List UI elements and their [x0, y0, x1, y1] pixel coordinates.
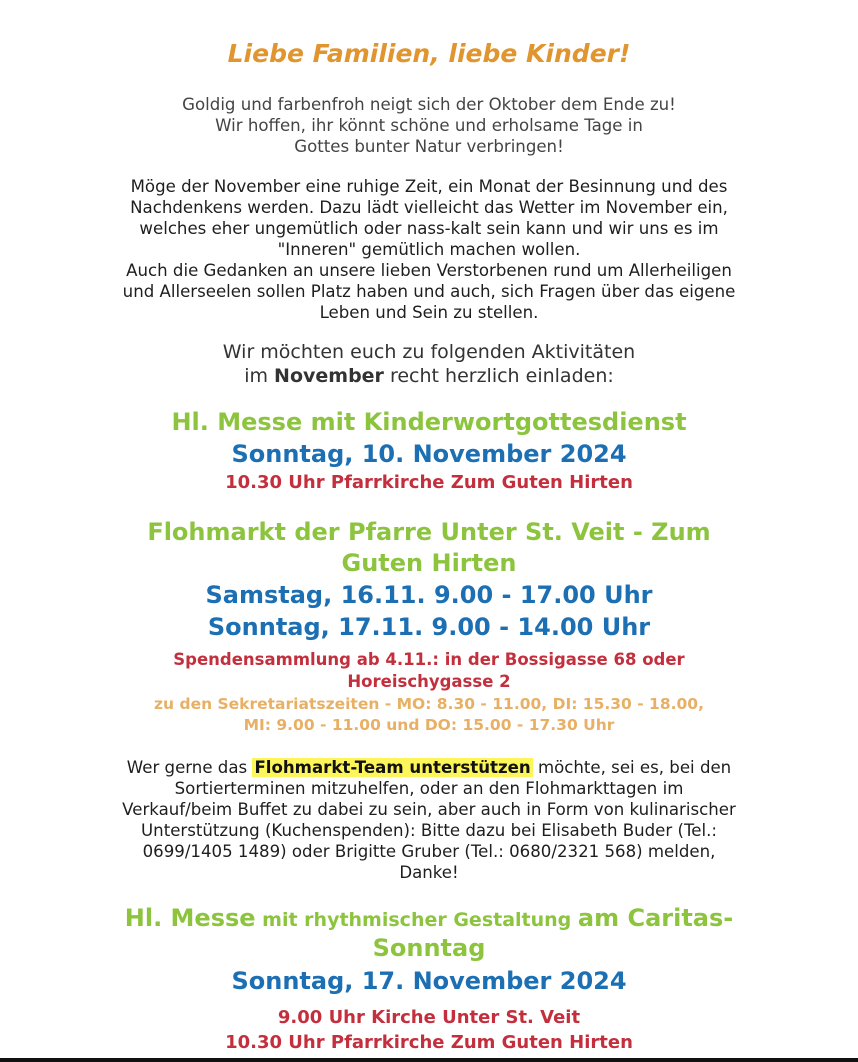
body-line: Leben und Sein zu stellen. [319, 303, 539, 322]
team-paragraph [0, 757, 858, 883]
event2-donation-line1: Spendensammlung ab 4.11.: in der Bossigasse 68 oder [173, 650, 685, 669]
team-line: Danke! [399, 863, 459, 882]
team-line: Verkauf/beim Buffet zu dabei zu sein, aber auch in Form von kulinarischer [122, 800, 736, 819]
intro-line: Wir hoffen, ihr könnt schöne und erholsame Tage in [215, 116, 643, 135]
invitation-line [0, 364, 858, 388]
event3-title-part-a: Hl. Messe [124, 904, 256, 932]
event3-date: Sonntag, 17. November 2024 [231, 967, 627, 995]
body-paragraph [0, 176, 858, 323]
page-title: Liebe Familien, liebe Kinder! [227, 39, 631, 68]
event3-time2: 10.30 Uhr Pfarrkirche Zum Guten Hirten [225, 1032, 633, 1053]
team-line: 0699/1405 1489) oder Brigitte Gruber (Tel.: 0680/2321 568) melden, [142, 842, 716, 861]
team-suffix: möchte, sei es, bei den [532, 758, 732, 777]
team-highlight: Flohmarkt-Team unterstützen [254, 758, 531, 777]
body-line: welches eher ungemütlich oder nass-kalt sein kann und wir uns es im [139, 219, 719, 238]
body-line: Auch die Gedanken an unsere lieben Verstorbenen rund um Allerheiligen [126, 261, 732, 280]
event3-time1: 9.00 Uhr Kirche Unter St. Veit [277, 1007, 581, 1028]
team-line [0, 757, 858, 778]
invitation-text [0, 340, 858, 388]
event2-date-sunday: Sonntag, 17.11. 9.00 - 14.00 Uhr [207, 613, 651, 641]
body-line: Nachdenkens werden. Dazu lädt vielleicht das Wetter im November ein, [130, 198, 728, 217]
event3-title-part-c: am Caritas- [577, 904, 734, 932]
intro-paragraph [0, 94, 858, 157]
event2-hours-line1: zu den Sekretariatszeiten - MO: 8.30 - 11.00, DI: 15.30 - 18.00, [154, 695, 704, 713]
invitation-prefix: im [244, 365, 275, 387]
invitation-line: Wir möchten euch zu folgenden Aktivitäten [222, 341, 636, 363]
event2-title-line2: Guten Hirten [341, 549, 517, 577]
event3-title-line1 [0, 903, 858, 936]
team-line: Unterstützung (Kuchenspenden): Bitte dazu bei Elisabeth Buder (Tel.: [141, 821, 717, 840]
invitation-month: November [274, 365, 384, 387]
event1-title: Hl. Messe mit Kinderwortgottesdienst [171, 408, 687, 436]
event2-donation-line2: Horeischygasse 2 [347, 672, 511, 691]
event1-place: 10.30 Uhr Pfarrkirche Zum Guten Hirten [225, 472, 633, 493]
body-line: und Allerseelen sollen Platz haben und auch, sich Fragen über das eigene [122, 282, 736, 301]
event1-date: Sonntag, 10. November 2024 [231, 440, 627, 468]
invitation-suffix: recht herzlich einladen: [383, 365, 614, 387]
event2-hours-line2: MI: 9.00 - 11.00 und DO: 15.00 - 17.30 Uhr [243, 716, 615, 734]
body-line: Möge der November eine ruhige Zeit, ein Monat der Besinnung und des [130, 177, 728, 196]
event3-title-line2: Sonntag [372, 934, 486, 962]
team-prefix: Wer gerne das [126, 758, 253, 777]
event2-date-saturday: Samstag, 16.11. 9.00 - 17.00 Uhr [205, 581, 653, 609]
event2-title-line1: Flohmarkt der Pfarre Unter St. Veit - Zum [147, 518, 711, 546]
intro-line: Gottes bunter Natur verbringen! [294, 137, 564, 156]
body-line: "Inneren" gemütlich machen wollen. [277, 240, 581, 259]
event3-title-part-b: mit rhythmischer Gestaltung [255, 909, 578, 931]
team-line: Sortierterminen mitzuhelfen, oder an den Flohmarkttagen im [174, 779, 684, 798]
bottom-divider [0, 1058, 858, 1062]
intro-line: Goldig und farbenfroh neigt sich der Oktober dem Ende zu! [182, 95, 676, 114]
